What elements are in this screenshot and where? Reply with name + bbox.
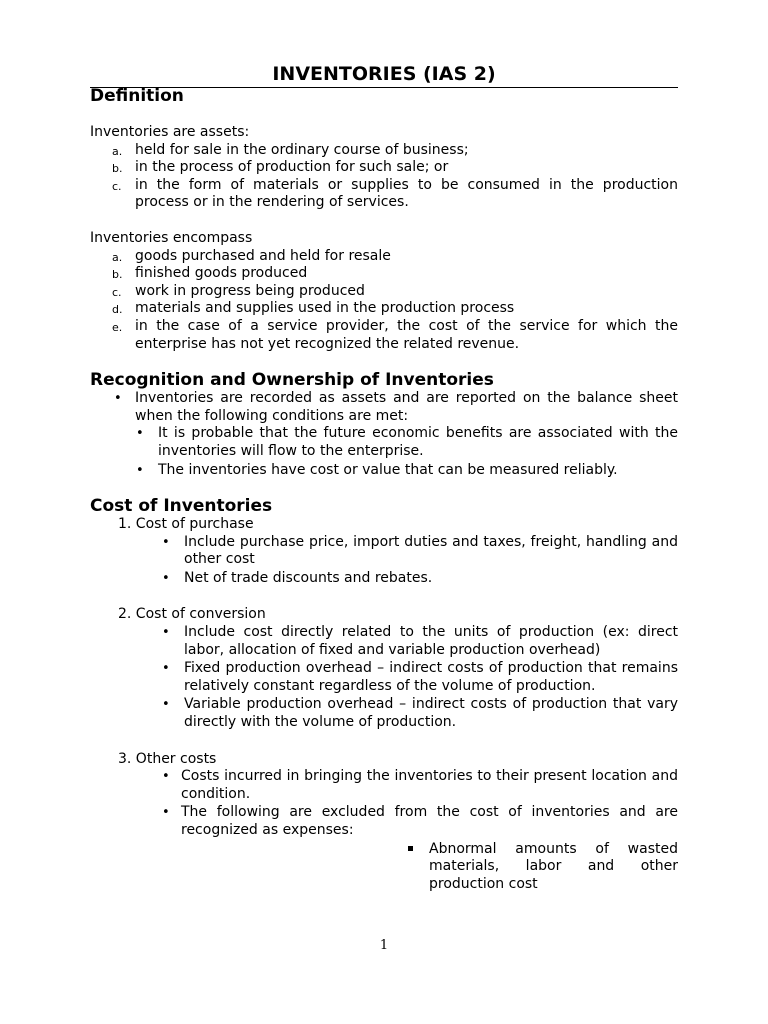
assets-item: [90, 177, 678, 212]
document-title: INVENTORIES (IAS 2): [272, 63, 496, 85]
bullet-icon: •: [136, 462, 144, 478]
document-page: [90, 62, 678, 893]
encompass-item: [90, 283, 678, 301]
bullet-icon: •: [162, 805, 170, 821]
list-item-text: Costs incurred in bringing the inventories to their present location and condition.: [181, 768, 678, 802]
list-item-text: Inventories are recorded as assets and are reported on the balance sheet when the following conditions are met:: [135, 390, 678, 424]
assets-item: [90, 142, 678, 160]
bullet-icon: •: [136, 426, 144, 442]
list-item-text: Include cost directly related to the units of production (ex: direct labor, allocation of fixed and variable production overhead): [184, 624, 678, 658]
page-number: 1: [379, 938, 389, 953]
list-marker: a.: [112, 144, 123, 158]
list-marker: c.: [112, 285, 122, 299]
encompass-intro: Inventories encompass: [90, 229, 253, 246]
encompass-item: [90, 318, 678, 353]
assets-item: [90, 159, 678, 177]
list-marker: d.: [112, 303, 123, 317]
list-item-text: work in progress being produced: [135, 282, 365, 299]
excluded-list: [90, 841, 678, 894]
bullet-icon: •: [162, 661, 170, 677]
list-item-text: goods purchased and held for resale: [135, 247, 391, 264]
list-item-text: Abnormal amounts of wasted materials, labor and other production cost: [429, 840, 678, 892]
encompass-item: [90, 300, 678, 318]
list-item-text: Fixed production overhead – indirect costs of production that remains relatively constant regardless of the volume of production.: [184, 660, 678, 694]
list-item-text: Variable production overhead – indirect costs of production that vary directly with the volume of production.: [184, 696, 678, 731]
bullet-icon: •: [162, 534, 170, 550]
other-cost-item: [90, 804, 678, 839]
list-item-text: in the case of a service provider, the cost of the service for which the enterprise has not yet recognized the related revenue.: [135, 317, 678, 352]
assets-list: [90, 142, 678, 212]
list-item-text: The inventories have cost or value that can be measured reliably.: [158, 461, 618, 478]
list-item-text: held for sale in the ordinary course of business;: [135, 141, 469, 158]
encompass-list: [90, 248, 678, 354]
encompass-item: [90, 248, 678, 266]
list-marker: a.: [112, 250, 123, 264]
list-item-text: The following are excluded from the cost of inventories and are recognized as expenses:: [181, 804, 678, 838]
recognition-list: [90, 390, 678, 425]
excluded-item: [90, 841, 678, 894]
list-item-text: materials and supplies used in the production process: [135, 300, 515, 317]
purchase-item: [90, 570, 678, 588]
bullet-icon: •: [162, 625, 170, 641]
purchase-list: [90, 534, 678, 588]
bullet-icon: •: [162, 769, 170, 785]
conversion-item: [90, 660, 678, 695]
bullet-icon: •: [114, 391, 122, 407]
list-marker: e.: [112, 320, 123, 334]
list-item-text: Include purchase price, import duties and taxes, freight, handling and other cost: [184, 533, 678, 568]
conversion-item: [90, 696, 678, 731]
list-item-text: finished goods produced: [135, 265, 308, 282]
conditions-list: [90, 425, 678, 479]
cost-purchase-label: 1. Cost of purchase: [118, 516, 254, 533]
cost-other-label: 3. Other costs: [118, 750, 217, 767]
recognition-item: [90, 390, 678, 425]
list-item-text: in the process of production for such sale; or: [135, 159, 449, 176]
condition-item: [90, 462, 678, 480]
list-item-text: in the form of materials or supplies to be consumed in the production process or in the rendering of services.: [135, 176, 678, 211]
cost-conversion-label: 2. Cost of conversion: [118, 606, 266, 623]
conversion-item: [90, 624, 678, 659]
definition-heading: Definition: [90, 86, 184, 106]
cost-heading: Cost of Inventories: [90, 496, 273, 517]
recognition-heading: Recognition and Ownership of Inventories: [90, 370, 494, 391]
list-marker: b.: [112, 268, 123, 282]
purchase-item: [90, 534, 678, 569]
other-costs-list: [90, 768, 678, 839]
conversion-list: [90, 624, 678, 732]
square-bullet-icon: [408, 846, 413, 851]
bullet-icon: •: [162, 697, 170, 713]
assets-intro: Inventories are assets:: [90, 124, 250, 140]
list-marker: c.: [112, 179, 122, 193]
bullet-icon: •: [162, 570, 170, 586]
list-item-text: Net of trade discounts and rebates.: [184, 569, 433, 586]
encompass-item: [90, 265, 678, 283]
list-marker: b.: [112, 162, 123, 176]
other-cost-item: [90, 768, 678, 803]
condition-item: [90, 425, 678, 460]
list-item-text: It is probable that the future economic benefits are associated with the inventories will flow to the enterprise.: [158, 425, 678, 459]
